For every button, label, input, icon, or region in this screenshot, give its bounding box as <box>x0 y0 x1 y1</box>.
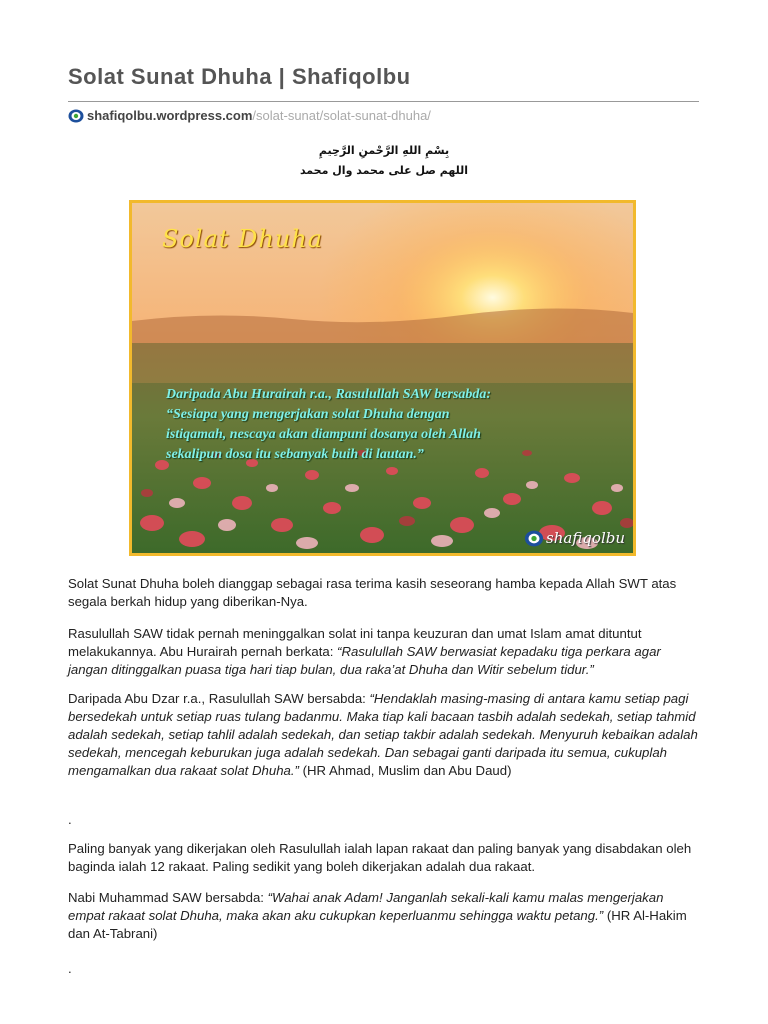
banner-line: istiqamah, nescaya akan diampuni dosanya oleh Allah <box>166 427 481 442</box>
paragraph-text: Daripada Abu Dzar r.a., Rasulullah SAW bersabda: <box>68 691 370 706</box>
paragraph-abu-dzar <box>68 690 700 780</box>
paragraph-text: Rasulullah SAW tidak pernah meninggalkan solat ini tanpa keuzuran dan umat Islam amat dituntut melakukannya. Abu Hurairah pernah berkata: <box>68 626 642 659</box>
paragraph-abu-hurairah <box>68 625 700 679</box>
shafiqolbu-logo-icon <box>68 109 84 123</box>
hadith-reference: (HR Ahmad, Muslim dan Abu Daud) <box>298 763 512 778</box>
banner-brand-text: shafiqolbu <box>546 529 625 547</box>
paragraph-nabi-muhammad <box>68 889 700 943</box>
title-divider <box>68 101 699 102</box>
page-title: Solat Sunat Dhuha | Shafiqolbu <box>68 64 411 89</box>
separator-dot: . <box>68 812 72 827</box>
banner-line: sekalipun dosa itu sebanyak buih di lautan.” <box>166 447 424 462</box>
source-path[interactable]: /solat-sunat/solat-sunat-dhuha/ <box>252 108 431 123</box>
arabic-basmala: بِسْمِ اللهِ الرَّحْمنِ الرَّحِيمِ <box>318 144 450 157</box>
hadith-quote: “Hendaklah masing-masing di antara kamu setiap pagi bersedekah untuk setiap ruas tulang badanmu. Maka tiap kali bacaan tasbih adalah sedekah, setiap tahmid adalah sedekah, setiap tahlil adalah sedekah, dan setiap takbir adalah sedekah. Menyuruh kebaikan adalah sedekah, mencegah keburukan juga adalah sedekah. Dan sebagai ganti daripada itu semua, cukuplah mengamalkan dua rakaat solat Dhuha.” <box>68 691 698 778</box>
paragraph-rakaat-count: Paling banyak yang dikerjakan oleh Rasulullah ialah lapan rakaat dan paling banyak yang disabdakan oleh baginda ialah 12 rakaat. Paling sedikit yang boleh dikerjakan adalah dua rakaat. <box>68 841 692 874</box>
hadith-quote: “Rasulullah SAW berwasiat kepadaku tiga perkara agar jangan ditinggalkan puasa tiga hari tiap bulan, dua raka’at Dhuha dan Witir sebelum tidur.” <box>68 644 661 677</box>
hadith-quote: “Wahai anak Adam! Janganlah sekali-kali kamu malas mengerjakan empat rakaat solat Dhuha, maka akan aku cukupkan keperluanmu sehingga waktu petang.” <box>68 890 664 923</box>
sunrise-flower-field-illustration <box>132 203 633 553</box>
shafiqolbu-logo-icon <box>524 530 544 547</box>
banner-line: “Sesiapa yang mengerjakan solat Dhuha dengan <box>166 407 450 422</box>
paragraph-intro: Solat Sunat Dhuha boleh dianggap sebagai rasa terima kasih seseorang hamba kepada Allah SWT atas segala berkah hidup yang diberikan-Nya. <box>68 576 677 609</box>
banner-hadith-text <box>166 385 606 465</box>
solat-dhuha-banner-image <box>129 200 636 556</box>
hadith-reference: (HR Al-Hakim dan At-Tabrani) <box>68 908 687 941</box>
paragraph-text: Nabi Muhammad SAW bersabda: <box>68 890 268 905</box>
source-line[interactable] <box>68 108 431 123</box>
separator-dot: . <box>68 961 72 976</box>
source-domain[interactable]: shafiqolbu.wordpress.com <box>87 108 253 123</box>
banner-line: Daripada Abu Hurairah r.a., Rasulullah SAW bersabda: <box>166 387 492 402</box>
banner-watermark <box>524 529 625 547</box>
arabic-selawat: اللهم صل على محمد وال محمد <box>299 164 469 177</box>
banner-title: Solat Dhuha <box>162 225 324 253</box>
